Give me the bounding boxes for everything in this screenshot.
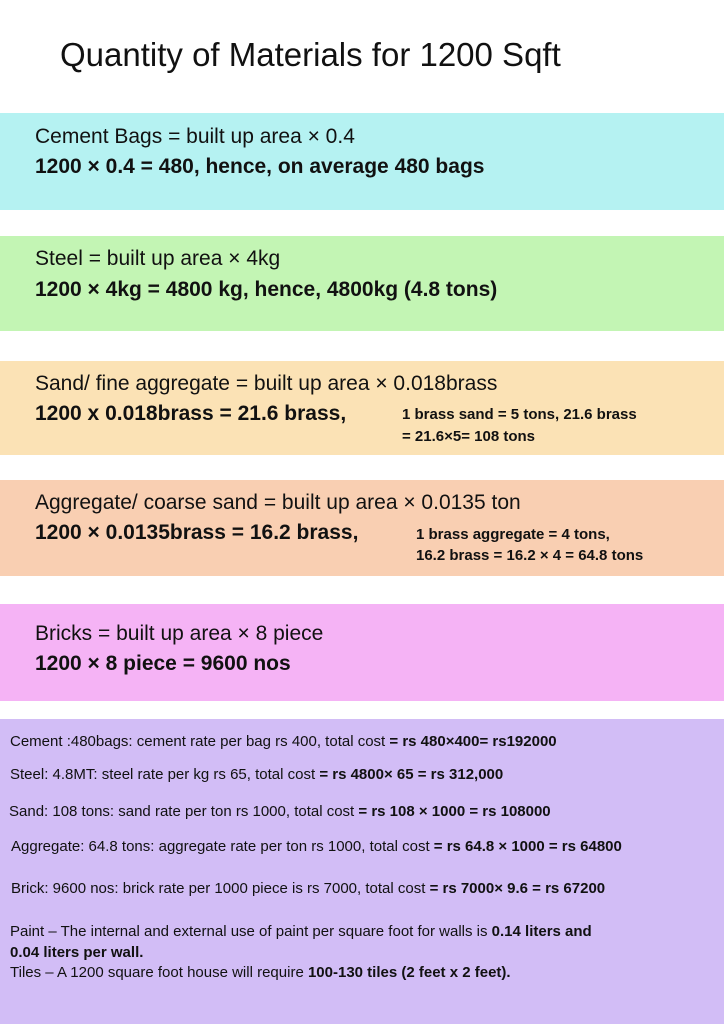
cost-brick-text: Brick: 9600 nos: brick rate per 1000 piece is rs 7000, total cost	[11, 880, 430, 897]
aggregate-formula: Aggregate/ coarse sand = built up area × 0.0135 ton	[35, 491, 521, 514]
cost-sand-text: Sand: 108 tons: sand rate per ton rs 1000, total cost	[9, 803, 359, 820]
cost-row-cement	[10, 733, 557, 750]
cost-cement-text: Cement :480bags: cement rate per bag rs 400, total cost	[10, 733, 390, 750]
cost-sand-total: = rs 108 × 1000 = rs 108000	[358, 803, 551, 820]
aggregate-note-line1: 1 brass aggregate = 4 tons,	[416, 526, 610, 543]
bricks-formula: Bricks = built up area × 8 piece	[35, 622, 324, 645]
sand-formula: Sand/ fine aggregate = built up area × 0.018brass	[35, 372, 498, 395]
steel-section	[0, 236, 724, 331]
cost-row-sand	[9, 803, 551, 820]
cost-row-tiles	[10, 964, 511, 981]
cost-paint-text: Paint – The internal and external use of paint per square foot for walls is	[10, 923, 492, 940]
cost-tiles-amount: 100-130 tiles (2 feet x 2 feet).	[307, 964, 511, 981]
cost-steel-total: = rs 4800× 65 = rs 312,000	[319, 766, 504, 783]
cost-cement-total: = rs 480×400= rs192000	[389, 733, 557, 750]
cost-paint-amount: 0.14 liters and	[491, 923, 592, 940]
bricks-result: 1200 × 8 piece = 9600 nos	[35, 652, 291, 675]
sand-result: 1200 x 0.018brass = 21.6 brass,	[35, 402, 347, 425]
cost-row-paint-cont	[10, 944, 143, 961]
sand-note-line2: = 21.6×5= 108 tons	[402, 428, 536, 445]
cost-paint-amount-wall: 0.04 liters per wall.	[10, 944, 144, 961]
sand-section	[0, 361, 724, 455]
aggregate-note-line2: 16.2 brass = 16.2 × 4 = 64.8 tons	[416, 547, 644, 564]
cost-row-paint	[10, 923, 592, 940]
cost-brick-total: = rs 7000× 9.6 = rs 67200	[429, 880, 606, 897]
page-title: Quantity of Materials for 1200 Sqft	[60, 36, 561, 73]
cost-row-steel	[10, 766, 503, 783]
sand-note-line1: 1 brass sand = 5 tons, 21.6 brass	[402, 406, 637, 423]
steel-formula: Steel = built up area × 4kg	[35, 247, 281, 270]
aggregate-result: 1200 × 0.0135brass = 16.2 brass,	[35, 521, 359, 544]
cost-section	[0, 719, 724, 1024]
cost-tiles-text: Tiles – A 1200 square foot house will require	[10, 964, 308, 981]
cement-result: 1200 × 0.4 = 480, hence, on average 480 bags	[35, 155, 485, 178]
bricks-section	[0, 604, 724, 701]
cost-row-brick	[11, 880, 605, 897]
cost-aggregate-total: = rs 64.8 × 1000 = rs 64800	[433, 838, 622, 855]
aggregate-section	[0, 480, 724, 576]
cost-steel-text: Steel: 4.8MT: steel rate per kg rs 65, total cost	[10, 766, 320, 783]
steel-result: 1200 × 4kg = 4800 kg, hence, 4800kg (4.8 tons)	[35, 278, 498, 301]
cost-row-aggregate	[11, 838, 622, 855]
cost-aggregate-text: Aggregate: 64.8 tons: aggregate rate per ton rs 1000, total cost	[11, 838, 434, 855]
cement-section	[0, 113, 724, 210]
cement-formula: Cement Bags = built up area × 0.4	[35, 125, 355, 148]
